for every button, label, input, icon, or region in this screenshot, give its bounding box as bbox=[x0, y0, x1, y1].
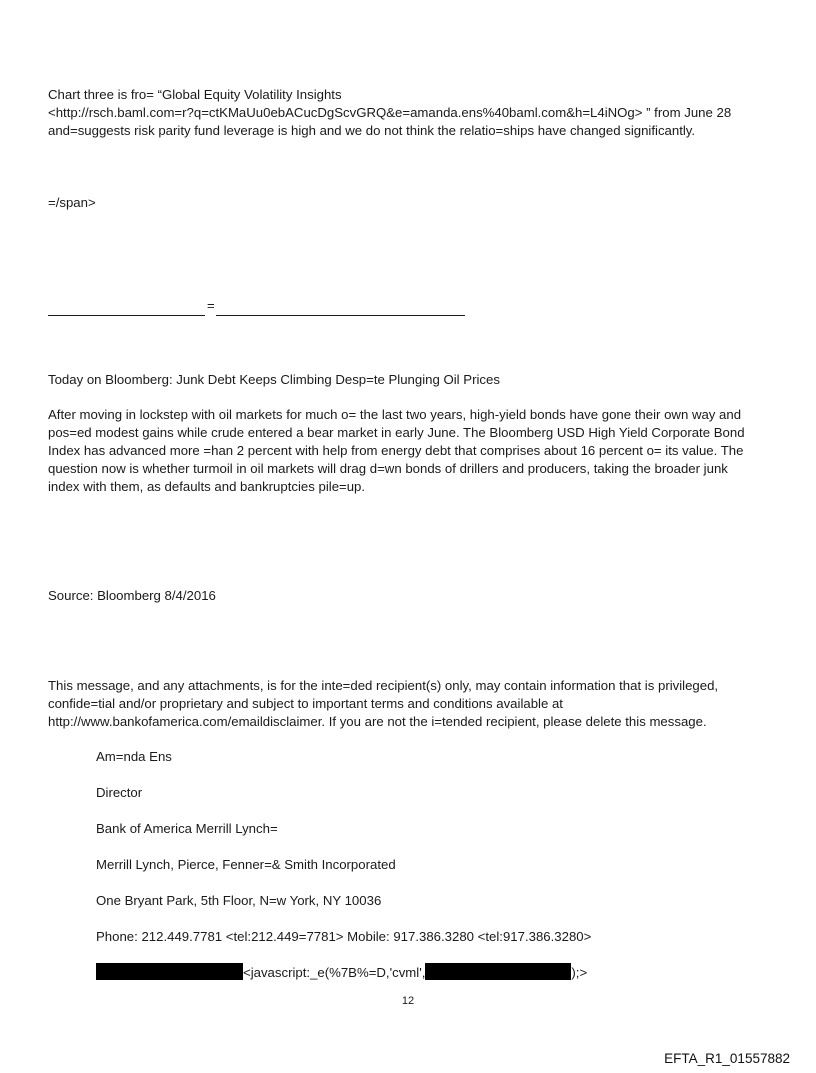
javascript-link-suffix: );> bbox=[571, 965, 588, 980]
signature-title: Director bbox=[96, 785, 143, 800]
paragraph-line: <http://rsch.baml.com=r?q=ctKMaUu0ebACucDgScvGRQ&e=amanda.ens%40baml.com&h=L4iNOg> ” from June 28 bbox=[48, 105, 732, 120]
paragraph-line: index with them, as defaults and bankruptcies pile=up. bbox=[48, 479, 366, 494]
paragraph-line: This message, and any attachments, is for the inte=ded recipient(s) only, may contain information that is privileged, bbox=[48, 678, 719, 693]
signature-company: Bank of America Merrill Lynch= bbox=[96, 821, 278, 836]
paragraph-line: and=suggests risk parity fund leverage is high and we do not think the relatio=ships have changed significantly. bbox=[48, 123, 696, 138]
paragraph-line: pos=ed modest gains while crude entered a bear market in early June. The Bloomberg USD High Yield Corporate Bond bbox=[48, 425, 745, 440]
signature-phone: Phone: 212.449.7781 <tel:212.449=7781> Mobile: 917.386.3280 <tel:917.386.3280> bbox=[96, 929, 592, 944]
paragraph-line: After moving in lockstep with oil markets for much o= the last two years, high-yield bonds have gone their own way and bbox=[48, 407, 742, 422]
page-number: 12 bbox=[401, 995, 415, 1007]
paragraph-line: http://www.bankofamerica.com/emaildisclaimer. If you are not the i=tended recipient, please delete this message. bbox=[48, 714, 707, 729]
span-fragment-text: =/span> bbox=[48, 195, 96, 210]
source-line: Source: Bloomberg 8/4/2016 bbox=[48, 588, 216, 603]
redaction-box bbox=[425, 963, 571, 980]
signature-name: Am=nda Ens bbox=[96, 749, 172, 764]
disclaimer-paragraph bbox=[48, 677, 778, 731]
document-id-stamp: EFTA_R1_01557882 bbox=[664, 1051, 790, 1066]
paragraph-line: Index has advanced more =han 2 percent with help from energy debt that comprises about 16 percent o= its value. The bbox=[48, 443, 744, 458]
article-headline: Today on Bloomberg: Junk Debt Keeps Climbing Desp=te Plunging Oil Prices bbox=[48, 372, 500, 387]
article-body-paragraph bbox=[48, 406, 778, 496]
paragraph-line: confide=tial and/or proprietary and subject to important terms and conditions available at bbox=[48, 696, 563, 711]
paragraph-line: Chart three is fro= “Global Equity Volatility Insights bbox=[48, 87, 342, 102]
signature-legal-entity: Merrill Lynch, Pierce, Fenner=& Smith Incorporated bbox=[96, 857, 396, 872]
redaction-box bbox=[96, 963, 243, 980]
paragraph-line: question now is whether turmoil in oil markets will drag d=wn bonds of drillers and producers, taking the broader junk bbox=[48, 461, 728, 476]
divider-line-right bbox=[216, 315, 465, 316]
signature-address: One Bryant Park, 5th Floor, N=w York, NY 10036 bbox=[96, 893, 382, 908]
divider-line-left bbox=[48, 315, 205, 316]
chart-source-paragraph bbox=[48, 86, 778, 140]
javascript-link-prefix[interactable]: <javascript:_e(%7B%=D,'cvml', bbox=[243, 965, 426, 980]
signature-email-line bbox=[96, 963, 816, 982]
divider-equals: = bbox=[207, 298, 215, 313]
